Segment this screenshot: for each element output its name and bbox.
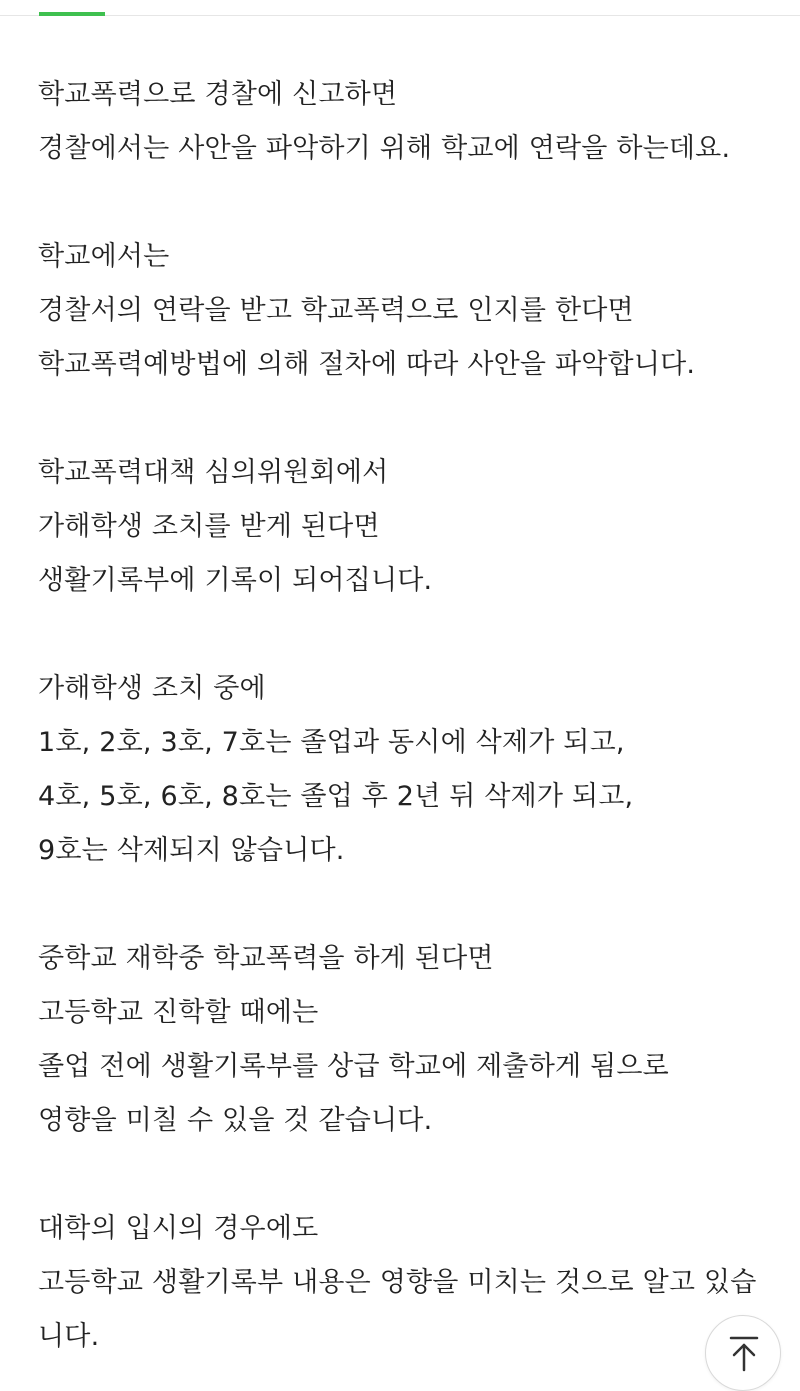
- arrow-up-to-top-icon: [729, 1336, 759, 1372]
- article-line: 학교에서는: [38, 241, 170, 272]
- article-blank-line: [38, 1148, 768, 1202]
- article-line: 학교폭력대책 심의위원회에서: [38, 457, 389, 488]
- article-line: 대학의 입시의 경우에도: [38, 1213, 319, 1244]
- article-line: 가해학생 조치를 받게 된다면: [38, 511, 380, 542]
- article-line: 학교폭력예방법에 의해 절차에 따라 사안을 파악합니다.: [38, 349, 696, 380]
- article-line: 고등학교 생활기록부 내용은 영향을 미치는 것으로 알고 있습: [38, 1267, 757, 1298]
- scroll-to-top-button[interactable]: [705, 1315, 781, 1391]
- article-blank-line: [38, 878, 768, 932]
- article-line: 생활기록부에 기록이 되어집니다.: [38, 565, 433, 596]
- article-blank-line: [38, 392, 768, 446]
- article-line: 중학교 재학중 학교폭력을 하게 된다면: [38, 943, 494, 974]
- top-tab-bar: [0, 0, 800, 16]
- article-line: 영향을 미칠 수 있을 것 같습니다.: [38, 1105, 433, 1136]
- article-line: 니다.: [38, 1321, 100, 1352]
- article-line: 9호는 삭제되지 않습니다.: [38, 835, 345, 866]
- article-line: 경찰에서는 사안을 파악하기 위해 학교에 연락을 하는데요.: [38, 133, 731, 164]
- article-blank-line: [38, 608, 768, 662]
- article-line: 가해학생 조치 중에: [38, 673, 266, 704]
- article-line: 고등학교 진학할 때에는: [38, 997, 319, 1028]
- article-line: 4호, 5호, 6호, 8호는 졸업 후 2년 뒤 삭제가 되고,: [38, 781, 634, 812]
- article-line: 졸업 전에 생활기록부를 상급 학교에 제출하게 됨으로: [38, 1051, 669, 1082]
- article-blank-line: [38, 176, 768, 230]
- article-body: [38, 68, 768, 1364]
- article-line: 1호, 2호, 3호, 7호는 졸업과 동시에 삭제가 되고,: [38, 727, 625, 758]
- active-tab-indicator: [39, 12, 105, 16]
- article-line: 학교폭력으로 경찰에 신고하면: [38, 79, 398, 110]
- article-line: 경찰서의 연락을 받고 학교폭력으로 인지를 한다면: [38, 295, 634, 326]
